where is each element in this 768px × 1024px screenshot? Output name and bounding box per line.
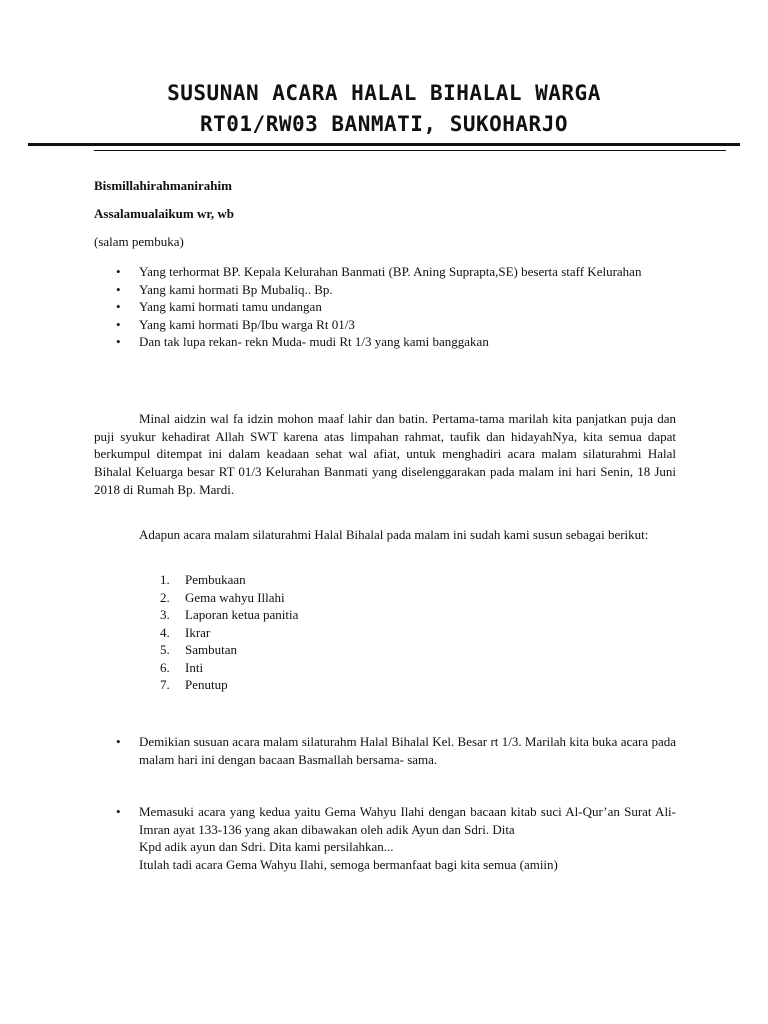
list-item: 3. Laporan ketua panitia — [160, 607, 299, 622]
document-title — [0, 78, 768, 140]
agenda-list — [94, 571, 676, 694]
list-item: • Demikian susuan acara malam silaturahm Halal Bihalal Kel. Besar rt 1/3. Marilah kita buka acara pada malam hari ini dengan bacaan Basmallah bersama- sama. — [94, 733, 676, 768]
memasuki-text: • Memasuki acara yang kedua yaitu Gema Wahyu Ilahi dengan bacaan kitab suci Al-Qur’an Surat Ali- Imran ayat 133-136 yang akan dibawakan oleh adik Ayun dan Sdri. Dita — [139, 804, 676, 837]
kpd-text: Kpd adik ayun dan Sdri. Dita kami persilahkan... — [139, 839, 394, 854]
list-item: • Yang kami hormati tamu undangan — [94, 298, 676, 316]
list-item: 5. Sambutan — [160, 642, 237, 657]
salam-note: (salam pembuka) — [94, 234, 184, 249]
list-item: • Dan tak lupa rekan- rekn Muda- mudi Rt 1/3 yang kami banggakan — [94, 333, 676, 351]
list-item: 2. Gema wahyu Illahi — [160, 589, 285, 605]
title-divider-thin — [94, 150, 726, 151]
list-item: • Yang terhormat BP. Kepala Kelurahan Banmati (BP. Aning Suprapta,SE) beserta staff Kelurahan — [94, 263, 676, 281]
salam-line: Assalamualaikum wr, wb — [94, 206, 235, 221]
greetings-list — [94, 263, 676, 351]
title-divider-thick — [28, 143, 740, 146]
itulah-text: Itulah tadi acara Gema Wahyu Ilahi, semoga bermanfaat bagi kita semua (amiin) — [139, 856, 558, 872]
list-item: • Yang kami hormati Bp Mubaliq.. Bp. — [94, 281, 676, 299]
list-item: 4. Ikrar — [160, 624, 211, 640]
title-line-2: RT01/RW03 BANMATI, SUKOHARJO — [199, 112, 568, 136]
bismillah-line: Bismillahirahmanirahim — [94, 178, 232, 193]
list-item — [94, 803, 676, 873]
list-item: 7. Penutup — [160, 677, 228, 692]
list-item: • Yang kami hormati Bp/Ibu warga Rt 01/3 — [94, 316, 676, 334]
title-line-1: SUSUNAN ACARA HALAL BIHALAL WARGA — [167, 81, 601, 105]
demikian-bullet — [94, 733, 676, 768]
memasuki-bullet — [94, 803, 676, 873]
list-item: 1. Pembukaan — [160, 572, 246, 587]
agenda-intro-paragraph: Adapun acara malam silaturahmi Halal Bihalal pada malam ini sudah kami susun sebagai berikut: — [139, 527, 649, 542]
intro-paragraph: Minal aidzin wal fa idzin mohon maaf lahir dan batin. Pertama-tama marilah kita panjatkan puja dan puji syukur kehadirat Allah SWT karena atas limpahan rahmat, taufik dan hidayahNya, kita semua dapat berkumpul ditempat ini dalam keadaan sehat wal afiat, untuk menghadiri acara malam silaturahmi Halal Bihalal Keluarga besar RT 01/3 Kelurahan Banmati yang diselenggarakan pada malam ini hari Senin, 18 Juni 2018 di Rumah Bp. Mardi. — [94, 411, 676, 497]
list-item: 6. Inti — [160, 659, 204, 675]
